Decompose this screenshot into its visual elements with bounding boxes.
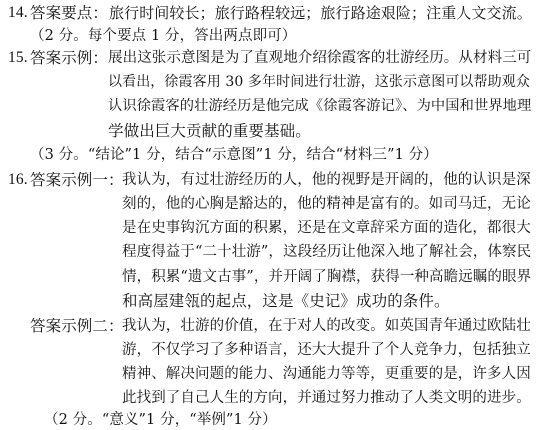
q15-line: 展出这张示意图是为了直观地介绍徐霞客的壮游经历。从材料三可 — [108, 50, 532, 66]
q16-example1-line: 情，积累“遗文古事”，并开阔了胸襟，获得一种高瞻远瞩的眼界 — [122, 269, 532, 285]
q16-example1-line: 是在史事钩沉方面的积累，还是在文章辞采方面的造化，都很大 — [122, 220, 531, 236]
q16-number: 16. — [8, 171, 28, 188]
q16-example2-label: 答案示例二： — [30, 317, 124, 335]
q16-example2-line: 我认为，壮游的价值，在于对人的改变。如英国青年通过欧陆壮 — [122, 318, 531, 334]
q16-example1-line: 刻的，他的心胸是豁达的，他的精神是富有的。如司马迁，无论 — [122, 196, 531, 212]
q15-line: 学做出巨大贡献的重要基础。 — [108, 122, 311, 140]
q16-example2-line: 游，不仅学习了多种语言，还大大提升了个人竞争力，包括独立 — [122, 342, 531, 358]
q14-score: （2 分。每个要点 1 分，答出两点即可） — [30, 28, 297, 44]
q15-label: 答案示例： — [30, 49, 109, 67]
q14-label: 答案要点： — [30, 4, 109, 22]
q15-line: 认识徐霞客的壮游经历是他完成《徐霞客游记》、为中国和世界地理 — [108, 98, 532, 114]
q16-example1-line: 我认为，有过壮游经历的人，他的视野是开阔的，他的认识是深 — [122, 172, 531, 188]
q14-answer: 旅行时间较长；旅行路程较远；旅行路途艰险；注重人文交流。 — [109, 4, 532, 22]
q16-example2-line: 精神、解决问题的能力、沟通能力等等，更重要的是，许多人因 — [122, 366, 531, 382]
q14-number: 14. — [8, 4, 28, 21]
q15-number: 15. — [8, 49, 28, 66]
q16-example1-label: 答案示例一： — [30, 171, 124, 189]
q15-line: 以看出，徐霞客用 30 多年时间进行壮游，这张示意图可以帮助观众 — [108, 74, 530, 90]
q16-example1-line: 程度得益于“二十壮游”，这段经历让他深入地了解社会，体察民 — [122, 244, 532, 260]
q16-score: （2 分。“意义”1 分，“举例”1 分） — [44, 412, 277, 428]
q16-example2-line: 此找到了自己人生的方向，并通过努力推动了人类文明的进步。 — [122, 390, 531, 406]
q16-example1-line: 和高屋建瓴的起点，这是《史记》成功的条件。 — [122, 292, 450, 310]
q15-score: （3 分。“结论”1 分，结合“示意图”1 分，结合“材料三”1 分） — [30, 147, 438, 163]
